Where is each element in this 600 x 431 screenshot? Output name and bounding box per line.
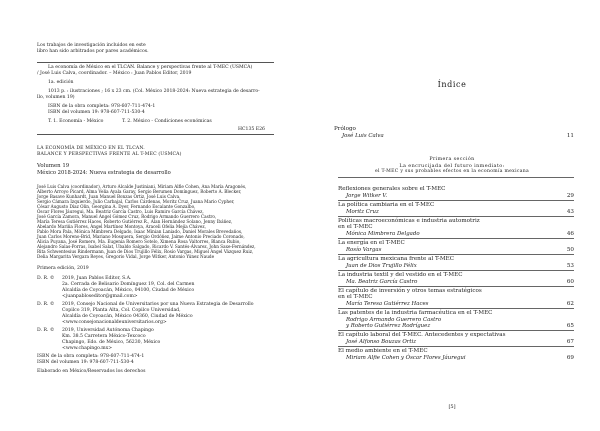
contributors-line: Alberto Arroyo Picard, Alma Velia Ayala Garay, Sergio Berumen Domínguez, Roberto A. Blecker,	[37, 189, 242, 194]
catalog-subject-2: T. 2. México - Condiciones económicas	[122, 119, 212, 124]
section-title: La encrucijada del futuro inmediato:	[399, 163, 505, 169]
toc-divider	[338, 254, 574, 255]
printed-in: Elaborado en México/Reservados los derechos	[37, 369, 146, 374]
toc-author: Moritz Cruz	[346, 208, 379, 215]
toc-page-number: 67	[566, 338, 574, 345]
contributors-line: Alicia Puyana, José Romero, Ma. Eugenia Romero Sotelo, Ximena Rosa Valtorres, Blanca Rubio,	[37, 239, 241, 244]
catalog-physical-line2: llo, volumen 19)	[37, 95, 75, 100]
toc-title: El medio ambiente en el T-MEC	[338, 348, 428, 354]
book-title-line2: BALANCE Y PERSPECTIVAS FRENTE AL T-MEC (USMCA)	[37, 152, 182, 157]
toc-author: Miriam Alfie Cohen y Óscar Flores Jáuregui	[346, 354, 466, 361]
toc-title: Las patentes de la industria farmacéutica en el T-MEC	[338, 310, 493, 316]
toc-divider	[338, 238, 574, 239]
toc-divider	[338, 270, 574, 271]
section-label: Primera sección	[429, 157, 475, 162]
contributors-line: Pablo Mora Pala, Mónica Mimbrera Delgado, Isaac Minian Laniado, Daniel Morales Brevedaños,	[37, 229, 243, 234]
rights-line: 2019, Juan Pablos Editor, S.A.	[62, 276, 132, 281]
isbn-volumen-footer: ISBN del volumen 19: 978-607-711-530-4	[37, 360, 134, 365]
catalog-subject-1: T. 1. Economía - México	[48, 119, 104, 124]
toc-title: Prólogo	[334, 126, 356, 132]
toc-entry[interactable]	[330, 288, 574, 308]
top-rule	[37, 62, 274, 63]
book-title-line1: LA ECONOMÍA DE MÉXICO EN EL TLCAN.	[37, 146, 145, 151]
rights-line: Km. 38.5 Carretera México-Texcoco	[62, 334, 146, 339]
toc-author: José Alfonso Bouzas Ortiz	[346, 338, 417, 345]
toc-page-number: 62	[566, 300, 574, 307]
peer-review-note-line2: libro han sido arbitrados por pares académicos.	[37, 49, 149, 54]
contributors-line: César Augusto Díaz Olin, Georgina A. Dyer, Fernando Escalante Gonzalbo,	[37, 204, 196, 209]
isbn-obra-footer: ISBN de la obra completa: 978-607-711-474-1	[37, 354, 145, 359]
toc-author: Rodrigo Armando Guerrero Castro	[346, 316, 442, 323]
toc-title: El capítulo de inversión y otros temas estratégicos	[338, 288, 482, 294]
section-subtitle: el T-MEC y sus probables efectos en la economía mexicana	[374, 169, 530, 174]
toc-entry[interactable]	[330, 256, 574, 270]
toc-author: Juan de Dios Trujillo Félix	[346, 262, 417, 269]
contributors-line: José Luis Calva (coordinador), Arturo Alcalde Justiniani, Miriam Alfie Cohen, Ana María Aragonés,	[37, 184, 247, 189]
first-edition: Primera edición, 2019	[37, 266, 89, 271]
catalog-main-line1: La economía de México en el TLCAN. Balance y perspectivas frente al T-MEC (USMCA)	[48, 65, 253, 70]
rights-line: Alcaldía de Coyoacán, México, 04100, Ciudad de México	[62, 288, 195, 293]
catalog-call-number: HC135 E26	[238, 127, 265, 132]
toc-title: El capítulo laboral del T-MEC. Antecedentes y expectativas	[338, 332, 506, 338]
catalog-isbn-volumen: ISBN del volumen 19: 978-607-711-530-4	[48, 110, 145, 115]
toc-divider	[338, 346, 574, 347]
toc-page-number: 60	[566, 278, 574, 285]
catalog-physical-line1: 1013 p. : ilustraciones ; 16 x 23 cm. (Col. México 2018-2024: Nueva estrategia de desarro-	[48, 89, 260, 94]
toc-page-number: 46	[566, 230, 574, 237]
toc-title: La industria textil y del vestido en el T-MEC	[338, 272, 463, 278]
rights-label: D. R. ©	[37, 302, 55, 307]
toc-title: Reflexiones generales sobre el T-MEC	[338, 186, 446, 192]
toc-entry[interactable]	[330, 202, 574, 216]
toc-divider	[338, 308, 574, 309]
rights-label: D. R. ©	[37, 276, 55, 281]
catalog-main-line2: / José Luis Calva, coordinador. – México : Juan Pablos Editor, 2019	[37, 71, 192, 76]
toc-author: Mónica Mimbrera Delgado	[346, 230, 420, 237]
contributors-line: María Teresa Gutiérrez Haces, Roberto Gutiérrez R., Alan Hernández Solano, Jenny Ibáñez,	[37, 219, 233, 224]
page-folio: [5]	[448, 404, 456, 410]
section-rule	[338, 177, 574, 178]
toc-author: Jorge Witker V.	[346, 192, 388, 199]
rights-line: Copilco 319, Planta Alta, Col. Copilco Universidad,	[62, 308, 181, 313]
toc-page-number: 50	[566, 246, 574, 253]
catalog-isbn-obra: ISBN de la obra completa: 978-607-711-474-1	[48, 104, 156, 109]
toc-title: Políticas macroeconómicas e industria automotriz	[338, 218, 480, 224]
toc-divider	[338, 286, 574, 287]
toc-entry[interactable]	[330, 332, 574, 346]
volume-number: Volumen 19	[37, 163, 70, 169]
rights-line: 2019, Universidad Autónoma Chapingo	[62, 328, 154, 333]
toc-author: Ma. Beatriz García Castro	[346, 278, 418, 285]
toc-page-number: 43	[566, 208, 574, 215]
bottom-rule	[37, 134, 274, 135]
collection-name: México 2018-2024: Nueva estrategia de desarrollo	[37, 170, 171, 176]
toc-page-number: 29	[566, 192, 574, 199]
contributors-line: Óscar Flores Jáuregui, Ma. Beatriz García Castro, Luis Ramiro García Chávez,	[37, 209, 204, 214]
contributors-line: Delia Margarita Vergara Reyes, Gregorio Vidal, Jorge Witker, Antonio Yúnez Naude	[37, 254, 215, 259]
contributors-line: Sergio Cámara Izquierdo, Julio Carbajal, Carlos Cárdenas, Moritz Cruz, Juana Mario Cypher,	[37, 199, 235, 204]
rights-line: 2019, Consejo Nacional de Universitarios por una Nueva Estrategia de Desarrollo	[62, 302, 254, 307]
toc-entry[interactable]	[330, 218, 574, 238]
contributors-line: Juan Carlos Moreno-Brid, Mariano Mosquera, Sergio Ordóñez, Jaime Antonio Preciado Coronado,	[37, 234, 245, 239]
toc-title: La agricultura mexicana frente al T-MEC	[338, 256, 454, 262]
toc-entry[interactable]	[330, 310, 574, 330]
toc-divider	[338, 216, 574, 217]
toc-title-cont: en el T-MEC	[338, 224, 373, 231]
toc-divider	[338, 200, 574, 201]
contributors-line: Jorge Basave Kunhardt, Juan Manuel Bonzas Ortiz, José Luis Calva,	[37, 194, 181, 199]
rights-line: <www.chapingo.mx>	[62, 346, 113, 351]
toc-page-number: 69	[566, 354, 574, 361]
peer-review-note-line1: Los trabajos de investigación incluidos en este	[37, 43, 146, 48]
toc-entry[interactable]	[330, 186, 574, 200]
rights-line: Chapingo, Edo. de México, 56230, México	[62, 340, 161, 345]
rights-line: <juanpabloseditor@gmail.com>	[62, 294, 138, 299]
rights-label: D. R. ©	[37, 328, 55, 333]
contributors-line: Abelardo Mariña Flores, Ángel Martínez Montoya, Araceli Ofelia Mejía Chávez,	[37, 224, 206, 229]
toc-author: María Teresa Gutiérrez Haces	[346, 300, 429, 307]
toc-author: Rosío Vargas	[346, 246, 382, 253]
index-heading: Índice	[437, 80, 467, 89]
toc-entry[interactable]	[330, 272, 574, 286]
toc-author: José Luis Calva	[342, 132, 384, 139]
catalog-edition: 1a. edición	[48, 80, 74, 85]
toc-entry[interactable]	[330, 348, 574, 362]
contributors-line: Rita Schwentesius Rindermann, Juan de Dios Trujillo Félix, Rosío Vargas, Miguel Ángel Vázquez Ruiz,	[37, 249, 254, 254]
contributors-line: José García Zamora, Manuel Ángel Gómez Cruz, Rodrigo Armando Guerrero Castro,	[37, 214, 217, 219]
toc-title-cont: en el T-MEC	[338, 294, 373, 301]
contributors-line: Alejandro Salas-Porras, Isabel Salat, Ubaldo Salgado, Ricardo V. Santés-Álvarez, John Saxe-Fernández,	[37, 244, 256, 249]
rights-line: 2a. Cerrada de Belisario Domínguez 19, Col. del Carmen	[62, 282, 195, 287]
toc-page-number: 11	[566, 132, 574, 139]
rights-line: Alcaldía de Coyoacán, México 04360, Ciudad de México	[62, 314, 193, 319]
toc-page-number: 65	[566, 322, 574, 329]
toc-entry[interactable]	[330, 240, 574, 254]
toc-title: La energía en el T-MEC	[338, 240, 405, 246]
toc-author-cont: y Roberto Gutiérrez Rodríguez	[346, 322, 431, 329]
toc-entry-prologo[interactable]	[330, 126, 574, 140]
rights-line: <www.consejonacionaldeuniversitarios.org>	[62, 320, 167, 325]
toc-title: La política cambiaria en el T-MEC	[338, 202, 435, 208]
toc-page-number: 53	[566, 262, 574, 269]
toc-divider	[338, 330, 574, 331]
